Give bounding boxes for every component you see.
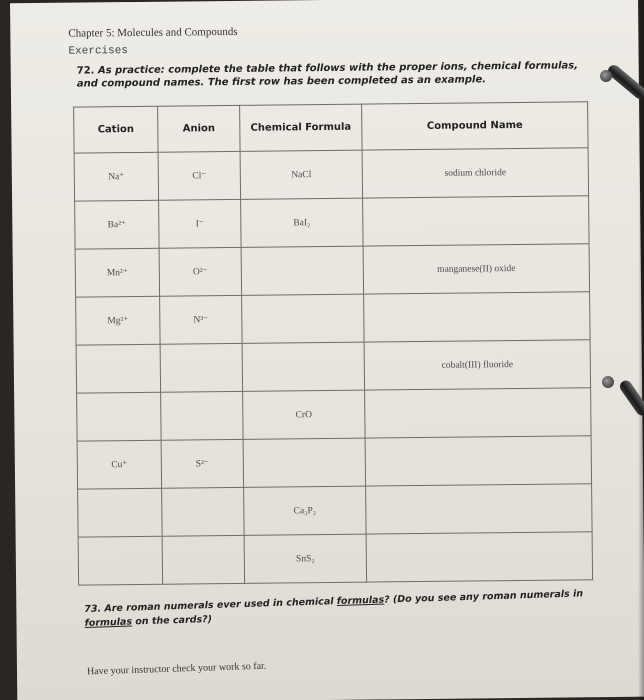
- table-row: [78, 484, 592, 537]
- ions-formulas-table: [73, 101, 593, 585]
- question-73-number: 73.: [84, 603, 102, 615]
- worksheet-page: [10, 0, 644, 700]
- table-row: [75, 196, 589, 249]
- formula-cell: [242, 294, 364, 343]
- question-73-underlined-2: formulas: [84, 616, 133, 629]
- page-header: [68, 23, 238, 61]
- compound-name-cell: [366, 484, 592, 534]
- question-73-underlined-1: formulas: [336, 594, 385, 608]
- question-73-text-2: ? (Do you see any roman numerals in: [383, 588, 584, 606]
- anion-cell: [161, 391, 243, 440]
- cation-cell: [77, 392, 161, 441]
- cation-cell: [78, 536, 162, 585]
- question-73: [84, 587, 605, 631]
- header-anion: Anion: [158, 105, 240, 152]
- question-73-text-3: on the cards?): [131, 613, 213, 628]
- compound-name-cell: [366, 532, 592, 582]
- chapter-title: Chapter 5: Molecules and Compounds: [68, 25, 238, 40]
- compound-name-cell: [365, 388, 591, 438]
- cation-cell: [76, 344, 160, 393]
- instructor-check-note: Have your instructor check your work so far.: [86, 660, 267, 678]
- header-chemical-formula: Chemical Formula: [240, 104, 362, 151]
- question-72-number: 72.: [76, 65, 95, 77]
- table-row: [76, 292, 590, 345]
- cation-cell: [78, 488, 162, 537]
- formula-cell: CrO: [243, 390, 365, 439]
- compound-name-cell: [365, 436, 591, 486]
- table-row: [78, 532, 592, 585]
- formula-cell: NaCl: [240, 150, 362, 199]
- table-row: [77, 436, 591, 489]
- table-row: [75, 244, 589, 297]
- table-row: [74, 148, 588, 201]
- binder-clip-icon: [600, 70, 612, 82]
- anion-cell: [160, 343, 242, 392]
- question-73-text-1: Are roman numerals ever used in chemical: [104, 596, 338, 615]
- table-header-row: [74, 102, 588, 153]
- question-72: [77, 59, 597, 90]
- formula-cell: BaI₂: [241, 198, 363, 247]
- formula-cell: [243, 438, 365, 487]
- formula-cell: SnS₂: [244, 534, 366, 583]
- anion-cell: S²⁻: [161, 439, 243, 488]
- anion-cell: O²⁻: [159, 247, 241, 296]
- anion-cell: Cl⁻: [158, 151, 240, 200]
- formula-cell: [242, 342, 364, 391]
- compound-name-cell: cobalt(III) fluoride: [364, 340, 590, 390]
- formula-cell: Ca₃P₂: [244, 486, 366, 535]
- formula-cell: [241, 246, 363, 295]
- section-title: Exercises: [68, 45, 129, 58]
- header-cation: Cation: [74, 106, 158, 153]
- cation-cell: Cu⁺: [77, 440, 161, 489]
- compound-name-cell: [364, 292, 590, 342]
- anion-cell: [162, 535, 244, 584]
- anion-cell: [162, 487, 244, 536]
- question-72-text: As practice: complete the table that follows with the proper ions, chemical formulas, and compound names. The first row has been completed as an example.: [76, 60, 579, 90]
- compound-name-cell: sodium chloride: [362, 148, 588, 198]
- table-row: [77, 388, 591, 441]
- cation-cell: Mn²⁺: [75, 248, 159, 297]
- binder-clip-icon: [602, 376, 614, 388]
- page-edge-shadow: [638, 0, 644, 700]
- compound-name-cell: [363, 196, 589, 246]
- cation-cell: Mg²⁺: [76, 296, 160, 345]
- header-compound-name: Compound Name: [362, 102, 588, 150]
- anion-cell: N³⁻: [160, 295, 242, 344]
- cation-cell: Ba²⁺: [75, 200, 159, 249]
- cation-cell: Na⁺: [74, 152, 158, 201]
- table-row: [76, 340, 590, 393]
- anion-cell: I⁻: [159, 199, 241, 248]
- compound-name-cell: manganese(II) oxide: [363, 244, 589, 294]
